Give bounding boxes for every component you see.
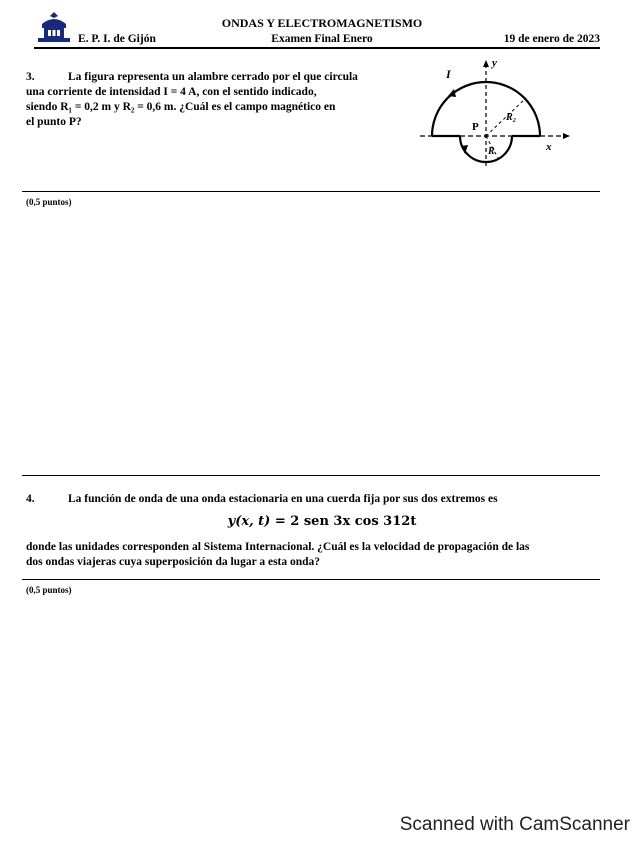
subject-title: ONDAS Y ELECTROMAGNETISMO [221,16,423,30]
header-rule [34,47,600,49]
x-axis-arrow [563,133,570,139]
question3-line2: una corriente de intensidad I = 4 A, con el sentido indicado, [26,86,317,98]
question3-rule [22,191,600,192]
question3-line4: el punto P? [26,116,82,128]
question3-line1: La figura representa un alambre cerrado por el que circula [68,71,358,83]
equation-rhs: = 2 sen 3x cos 312t [270,514,417,529]
exam-title: Examen Final Enero [271,33,373,45]
label-r1: R [488,146,495,157]
question4-rule [22,579,600,580]
question4-points: (0,5 puntos) [26,585,72,595]
answer-space-rule [22,475,600,476]
label-r2: R₂ [506,112,517,123]
y-axis-arrow [483,60,489,67]
point-p-dot [484,134,488,138]
label-current: I [446,67,451,81]
wave-equation [0,514,644,529]
school-name: E. P. I. de Gijón [78,33,156,45]
question4-line1: La función de onda de una onda estacionaria en una cuerda fija por sus dos extremos es [68,493,498,505]
current-arrow-top [448,89,456,97]
question3-line3: siendo R₁ = 0,2 m y R₂ = 0,6 m. ¿Cuál es el campo magnético en [26,101,336,113]
scanner-watermark: Scanned with CamScanner [399,814,630,835]
equation-lhs: y(x, t) [227,514,271,529]
question4-line3: dos ondas viajeras cuya superposición da lugar a esta onda? [26,556,321,568]
label-p: P [472,121,479,133]
wire-figure [410,58,585,170]
exam-date: 19 de enero de 2023 [503,33,600,45]
label-y: y [492,58,497,69]
question4-number: 4. [26,493,35,505]
question4-line2: donde las unidades corresponden al Sistema Internacional. ¿Cuál es la velocidad de propagación de las [26,541,530,553]
label-x: x [546,141,552,153]
question3-number: 3. [26,71,35,83]
question3-points: (0,5 puntos) [26,197,72,207]
